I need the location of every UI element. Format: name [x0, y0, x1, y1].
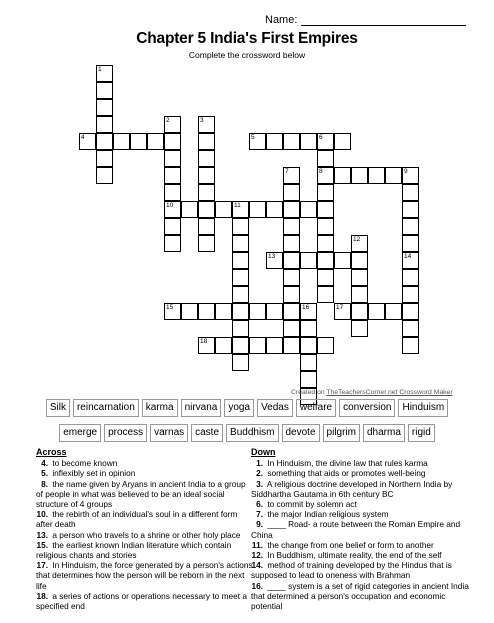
cell-number: 14 — [404, 253, 412, 260]
clue-text: to become known — [52, 458, 118, 469]
clue-text: a series of actions or operations necessary to meet a specified end — [36, 590, 247, 612]
down-heading: Down — [251, 447, 276, 457]
name-label: Name: — [265, 14, 298, 26]
cell-number: 1 — [98, 66, 102, 73]
clue-text: method of training developed by the Hindus that is supposed to lead to oneness with Brahman — [251, 560, 452, 581]
crossword-cell[interactable] — [317, 184, 334, 201]
crossword-cell[interactable] — [334, 167, 351, 184]
word-bank-item: pilgrim — [323, 424, 360, 442]
across-clue — [36, 540, 254, 560]
crossword-cell[interactable] — [164, 150, 181, 167]
cell-number: 13 — [268, 253, 276, 260]
crossword-cell[interactable] — [402, 286, 419, 303]
crossword-cell[interactable] — [266, 133, 283, 150]
crossword-cell[interactable] — [300, 133, 317, 150]
crossword-cell[interactable] — [198, 133, 215, 150]
crossword-cell[interactable] — [130, 133, 147, 150]
crossword-cell[interactable] — [317, 235, 334, 252]
crossword-cell[interactable] — [385, 167, 402, 184]
cell-number: 9 — [404, 168, 408, 175]
crossword-cell[interactable] — [317, 218, 334, 235]
clue-number: 14 . — [251, 560, 263, 570]
cell-number: 4 — [81, 134, 85, 141]
crossword-cell[interactable] — [266, 303, 283, 320]
crossword-cell[interactable] — [283, 201, 300, 218]
crossword-cell[interactable] — [300, 337, 317, 354]
cell-number: 8 — [319, 168, 323, 175]
crossword-cell[interactable] — [402, 337, 419, 354]
word-bank-item: rigid — [408, 424, 435, 442]
across-clue — [36, 479, 254, 510]
crossword-cell[interactable] — [198, 303, 215, 320]
crossword-cell[interactable] — [198, 167, 215, 184]
word-bank-row-2 — [0, 424, 494, 442]
down-clue — [251, 468, 469, 478]
crossword-cell[interactable] — [181, 303, 198, 320]
clue-number: 18 . — [36, 591, 48, 601]
word-bank-item: reincarnation — [73, 399, 139, 417]
down-clue — [251, 560, 469, 580]
clue-text: In Buddhism, ultimate reality, the end of the self — [267, 550, 442, 561]
crossword-cell[interactable] — [215, 303, 232, 320]
clue-text: the major Indian religious system — [267, 509, 389, 520]
crossword-cell[interactable] — [198, 184, 215, 201]
crossword-cell[interactable] — [300, 252, 317, 269]
crossword-cell[interactable] — [232, 269, 249, 286]
clue-number: 2 . — [251, 468, 263, 478]
crossword-cell[interactable] — [283, 184, 300, 201]
crossword-cell[interactable] — [181, 201, 198, 218]
clue-number: 11 . — [251, 540, 263, 550]
cell-number: 18 — [200, 338, 208, 345]
word-bank-item: Vedas — [257, 399, 293, 417]
crossword-cell[interactable] — [402, 303, 419, 320]
word-bank-item: dharma — [363, 424, 405, 442]
page-subtitle: Complete the crossword below — [188, 50, 306, 60]
across-clue — [36, 458, 254, 468]
crossword-cell[interactable] — [351, 303, 368, 320]
down-clues — [251, 447, 469, 611]
clue-text: the change from one belief or form to another — [267, 539, 434, 550]
cell-number: 3 — [200, 117, 204, 124]
down-clue — [251, 550, 469, 560]
crossword-cell[interactable] — [164, 133, 181, 150]
across-heading: Across — [36, 447, 67, 457]
crossword-cell[interactable] — [215, 201, 232, 218]
crossword-cell[interactable] — [368, 167, 385, 184]
crossword-cell[interactable] — [334, 252, 351, 269]
crossword-cell[interactable] — [198, 218, 215, 235]
crossword-cell[interactable] — [317, 201, 334, 218]
crossword-cell[interactable] — [351, 286, 368, 303]
clue-number: 15 . — [36, 540, 48, 550]
crossword-cell[interactable] — [232, 303, 249, 320]
crossword-cell[interactable] — [402, 184, 419, 201]
crossword-cell[interactable] — [385, 303, 402, 320]
crossword-cell[interactable] — [96, 82, 113, 99]
cell-number: 7 — [285, 168, 289, 175]
clue-number: 17 . — [36, 560, 48, 570]
down-clue — [251, 519, 469, 539]
cell-number: 6 — [319, 134, 323, 141]
crossword-cell[interactable] — [164, 218, 181, 235]
crossword-cell[interactable] — [198, 201, 215, 218]
crossword-cell[interactable] — [402, 218, 419, 235]
crossword-cell[interactable] — [198, 235, 215, 252]
clue-number: 3 . — [251, 479, 263, 489]
word-bank-item: nirvana — [181, 399, 222, 417]
crossword-cell[interactable] — [113, 133, 130, 150]
word-bank-item: Silk — [46, 399, 70, 417]
crossword-cell[interactable] — [232, 218, 249, 235]
credit-text — [291, 389, 453, 396]
crossword-cell[interactable] — [232, 252, 249, 269]
crossword-cell[interactable] — [164, 167, 181, 184]
crossword-cell[interactable] — [215, 337, 232, 354]
crossword-cell[interactable] — [249, 337, 266, 354]
clue-text: In Hinduism, the divine law that rules karma — [267, 458, 428, 469]
crossword-cell[interactable] — [283, 337, 300, 354]
word-bank-item: Hinduism — [398, 399, 448, 417]
crossword-cell[interactable] — [317, 269, 334, 286]
cell-number: 12 — [353, 236, 361, 243]
word-bank-item: process — [104, 424, 147, 442]
word-bank-item: Buddhism — [226, 424, 278, 442]
crossword-cell[interactable] — [232, 235, 249, 252]
crossword-cell[interactable] — [266, 201, 283, 218]
word-bank-row-1 — [0, 399, 494, 417]
crossword-cell[interactable] — [249, 201, 266, 218]
crossword-cell[interactable] — [198, 150, 215, 167]
credit-prefix: Created on — [291, 389, 327, 396]
clue-number: 7 . — [251, 509, 263, 519]
clue-number: 8 . — [36, 479, 48, 489]
crossword-cell[interactable] — [402, 269, 419, 286]
crossword-cell[interactable] — [96, 99, 113, 116]
word-bank-item: caste — [191, 424, 223, 442]
crossword-cell[interactable] — [317, 337, 334, 354]
across-clue — [36, 509, 254, 529]
crossword-cell[interactable] — [300, 201, 317, 218]
cell-number: 5 — [251, 134, 255, 141]
clue-number: 12 . — [251, 550, 263, 560]
crossword-cell[interactable] — [164, 184, 181, 201]
cell-number: 11 — [234, 202, 241, 209]
clue-number: 16 . — [251, 581, 263, 591]
crossword-cell[interactable] — [300, 371, 317, 388]
crossword-cell[interactable] — [266, 337, 283, 354]
crossword-cell[interactable] — [232, 337, 249, 354]
crossword-cell[interactable] — [351, 167, 368, 184]
crossword-cell[interactable] — [317, 252, 334, 269]
crossword-cell[interactable] — [334, 133, 351, 150]
crossword-cell[interactable] — [232, 354, 249, 371]
clue-number: 10 . — [36, 509, 48, 519]
clue-text: ____ Road- a route between the Roman Empire and China — [251, 519, 461, 540]
crossword-cell[interactable] — [283, 235, 300, 252]
word-bank-item: karma — [142, 399, 178, 417]
cell-number: 16 — [302, 304, 310, 311]
clue-number: 9 . — [251, 519, 263, 529]
across-clues — [36, 447, 254, 611]
crossword-cell[interactable] — [283, 320, 300, 337]
crossword-cell[interactable] — [232, 286, 249, 303]
crossword-cell[interactable] — [368, 303, 385, 320]
crossword-cell[interactable] — [351, 252, 368, 269]
crossword-cell[interactable] — [351, 320, 368, 337]
across-clue — [36, 591, 254, 611]
crossword-cell[interactable] — [96, 133, 113, 150]
crossword-cell[interactable] — [300, 354, 317, 371]
down-clue — [251, 509, 469, 519]
clue-number: 5 . — [36, 468, 48, 478]
word-bank-item: conversion — [339, 399, 395, 417]
crossword-cell[interactable] — [96, 167, 113, 184]
word-bank-item: welfare — [296, 399, 336, 417]
crossword-cell[interactable] — [402, 320, 419, 337]
clue-number: 6 . — [251, 499, 263, 509]
cell-number: 17 — [336, 304, 344, 311]
crossword-cell[interactable] — [283, 269, 300, 286]
crossword-cell[interactable] — [283, 286, 300, 303]
credit-link[interactable]: TheTeachersCorner.net Crossword Maker — [326, 389, 453, 396]
clue-text: to commit by solemn act — [267, 499, 357, 510]
word-bank-item: varnas — [150, 424, 188, 442]
clue-text: In Hinduism, the force generated by a person's actions that determines how the person will be reborn in the next life — [36, 560, 253, 591]
down-clue — [251, 581, 469, 612]
clue-number: 1 . — [251, 458, 263, 468]
crossword-cell[interactable] — [283, 303, 300, 320]
across-clue — [36, 530, 254, 540]
clue-text: the name given by Aryans in ancient India to a group of people in what was believed to be an ideal social structure of 4 groups — [36, 478, 246, 510]
clue-text: something that aids or promotes well-being — [267, 468, 426, 479]
clue-text: inflexibly set in opinion — [52, 468, 136, 479]
clue-text: the earliest known Indian literature which contain religious chants and stories — [36, 539, 232, 561]
crossword-cell[interactable] — [232, 320, 249, 337]
crossword-cell[interactable] — [300, 320, 317, 337]
page-title: Chapter 5 India's First Empires — [136, 30, 358, 47]
crossword-cell[interactable] — [283, 133, 300, 150]
word-bank-item: devote — [282, 424, 320, 442]
cell-number: 15 — [166, 304, 174, 311]
clue-text: ____ system is a set of rigid categories in ancient India that determined a person's occupation and economic potential — [251, 580, 469, 612]
clue-number: 4 . — [36, 458, 48, 468]
clue-text: A religious doctrine developed in Northern India by Siddhartha Gautama in 6th century BC — [251, 478, 453, 499]
crossword-cell[interactable] — [249, 303, 266, 320]
crossword-cell[interactable] — [351, 269, 368, 286]
crossword-cell[interactable] — [96, 116, 113, 133]
crossword-cell[interactable] — [317, 150, 334, 167]
crossword-cell[interactable] — [164, 235, 181, 252]
word-bank-item: yoga — [224, 399, 254, 417]
crossword-cell[interactable] — [402, 201, 419, 218]
word-bank-item: emerge — [59, 424, 101, 442]
cell-number: 10 — [166, 202, 174, 209]
down-clue — [251, 479, 469, 499]
clue-text: the rebirth of an individual's soul in a different form after death — [36, 509, 238, 530]
clue-number: 13 . — [36, 530, 48, 540]
crossword-cell[interactable] — [147, 133, 164, 150]
crossword-cell[interactable] — [283, 218, 300, 235]
across-clue — [36, 560, 254, 591]
crossword-cell[interactable] — [317, 286, 334, 303]
clue-text: a person who travels to a shrine or other holy place — [52, 529, 241, 540]
crossword-cell[interactable] — [402, 235, 419, 252]
crossword-cell[interactable] — [283, 252, 300, 269]
down-clue — [251, 540, 469, 550]
down-clue — [251, 499, 469, 509]
across-clue — [36, 468, 254, 478]
crossword-cell[interactable] — [96, 150, 113, 167]
cell-number: 2 — [166, 117, 170, 124]
down-clue — [251, 458, 469, 468]
